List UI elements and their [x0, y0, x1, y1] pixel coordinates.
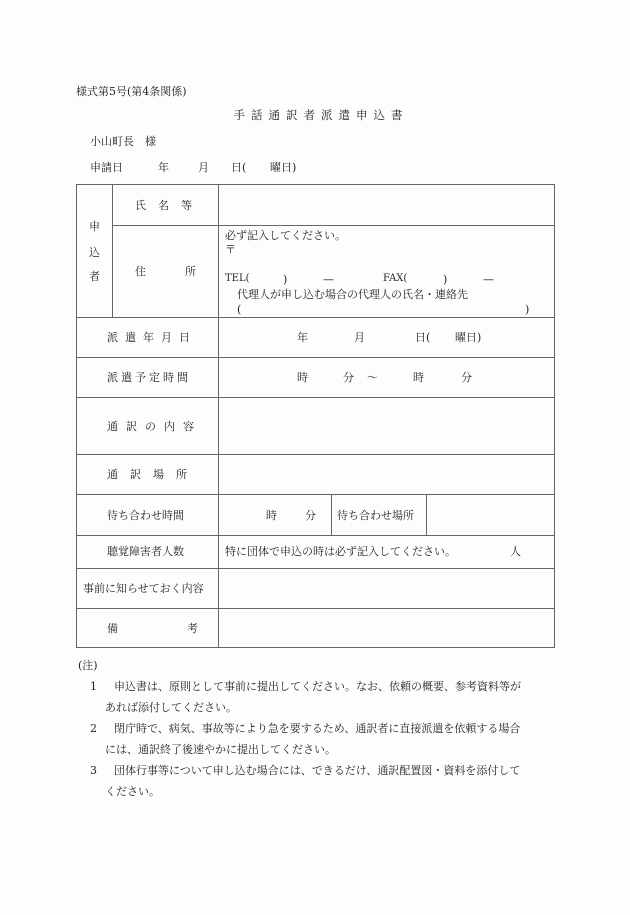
- postal-mark: 〒: [225, 243, 236, 256]
- meet-min: 分: [305, 509, 316, 522]
- dispatch-hour-1: 時: [297, 371, 308, 384]
- proxy-close: ): [525, 303, 530, 316]
- note-item: [78, 676, 558, 718]
- note-number: 1: [90, 680, 97, 693]
- apply-date-weekday: 曜日): [270, 161, 297, 174]
- remarks-label-1: 備: [107, 622, 118, 635]
- applicant-char-1: 申: [89, 220, 100, 233]
- row-divider: [112, 225, 554, 226]
- note-line-2: ください。: [105, 785, 160, 798]
- note-item: [78, 760, 558, 802]
- address-label-2: 所: [185, 265, 196, 278]
- form-id: 様式第5号(第4条関係): [76, 85, 187, 98]
- dash-1: —: [323, 273, 334, 286]
- note-line-1: 申込書は、原則として事前に提出してください。なお、依頼の概要、参考資料等が: [114, 680, 521, 693]
- meet-place-label: 待ち合わせ場所: [337, 509, 414, 522]
- meet-hour: 時: [266, 509, 277, 522]
- dispatch-hour-2: 時: [413, 371, 424, 384]
- advance-label: 事前に知らせておく内容: [83, 582, 204, 595]
- col-divider: [426, 494, 427, 535]
- row-divider: [77, 568, 554, 569]
- addressee: 小山町長 様: [90, 135, 156, 148]
- dispatch-month: 月: [354, 331, 365, 344]
- hearing-count-unit: 人: [510, 545, 521, 558]
- hearing-count-label: 聴覚障害者人数: [107, 545, 184, 558]
- note-number: 3: [90, 764, 97, 777]
- col-divider: [112, 185, 113, 317]
- place-label: 通訳場所: [107, 468, 199, 481]
- col-divider: [331, 494, 332, 535]
- apply-date-month: 月: [198, 161, 209, 174]
- row-divider: [77, 494, 554, 495]
- dispatch-date-label: 派遣年月日: [107, 331, 197, 344]
- application-table: [76, 184, 555, 648]
- applicant-char-2: 込: [89, 246, 100, 259]
- applicant-char-3: 者: [89, 270, 100, 283]
- dispatch-weekday: 曜日): [455, 331, 482, 344]
- meet-time-label: 待ち合わせ時間: [107, 509, 184, 522]
- apply-date-year: 年: [158, 161, 169, 174]
- fax-label: FAX(: [383, 273, 408, 284]
- proxy-open: (: [237, 303, 242, 316]
- address-note: 必ず記入してください。: [225, 229, 346, 242]
- apply-date-day: 日(: [231, 161, 247, 174]
- dispatch-min-1: 分: [343, 371, 354, 384]
- content-label: 通訳の内容: [107, 420, 202, 433]
- tilde: ～: [367, 371, 378, 384]
- apply-date-label: 申請日: [90, 161, 123, 174]
- notes-heading: (注): [78, 659, 98, 672]
- dispatch-year: 年: [297, 331, 308, 344]
- hearing-count-note: 特に団体で申込の時は必ず記入してください。: [225, 545, 456, 558]
- dispatch-time-label: 派遣予定時間: [107, 371, 191, 384]
- row-divider: [77, 317, 554, 318]
- remarks-label-2: 考: [187, 622, 198, 635]
- dispatch-day: 日(: [415, 331, 431, 344]
- tel-close: ): [283, 273, 288, 286]
- dash-2: —: [483, 273, 494, 286]
- note-item: [78, 718, 558, 760]
- address-label-1: 住: [135, 265, 146, 278]
- note-line-1: 閉庁時で、病気、事故等により急を要するため、通訳者に直接派遣を依頼する場合: [114, 722, 521, 735]
- note-line-2: には、通訳終了後速やかに提出してください。: [105, 743, 336, 756]
- note-number: 2: [90, 722, 97, 735]
- name-label: 氏名等: [135, 199, 204, 212]
- note-line-2: あれば添付してください。: [105, 701, 237, 714]
- page-title: 手話通訳者派遣申込書: [233, 108, 409, 122]
- row-divider: [77, 397, 554, 398]
- fax-close: ): [443, 273, 448, 286]
- notes: [78, 655, 558, 802]
- row-divider: [77, 535, 554, 536]
- row-divider: [77, 357, 554, 358]
- row-divider: [77, 608, 554, 609]
- tel-label: TEL(: [225, 273, 250, 284]
- note-line-1: 団体行事等について申し込む場合には、できるだけ、通訳配置図・資料を添付して: [114, 764, 521, 777]
- proxy-note: 代理人が申し込む場合の代理人の氏名・連絡先: [237, 288, 468, 301]
- col-divider: [218, 185, 219, 647]
- dispatch-min-2: 分: [461, 371, 472, 384]
- row-divider: [77, 454, 554, 455]
